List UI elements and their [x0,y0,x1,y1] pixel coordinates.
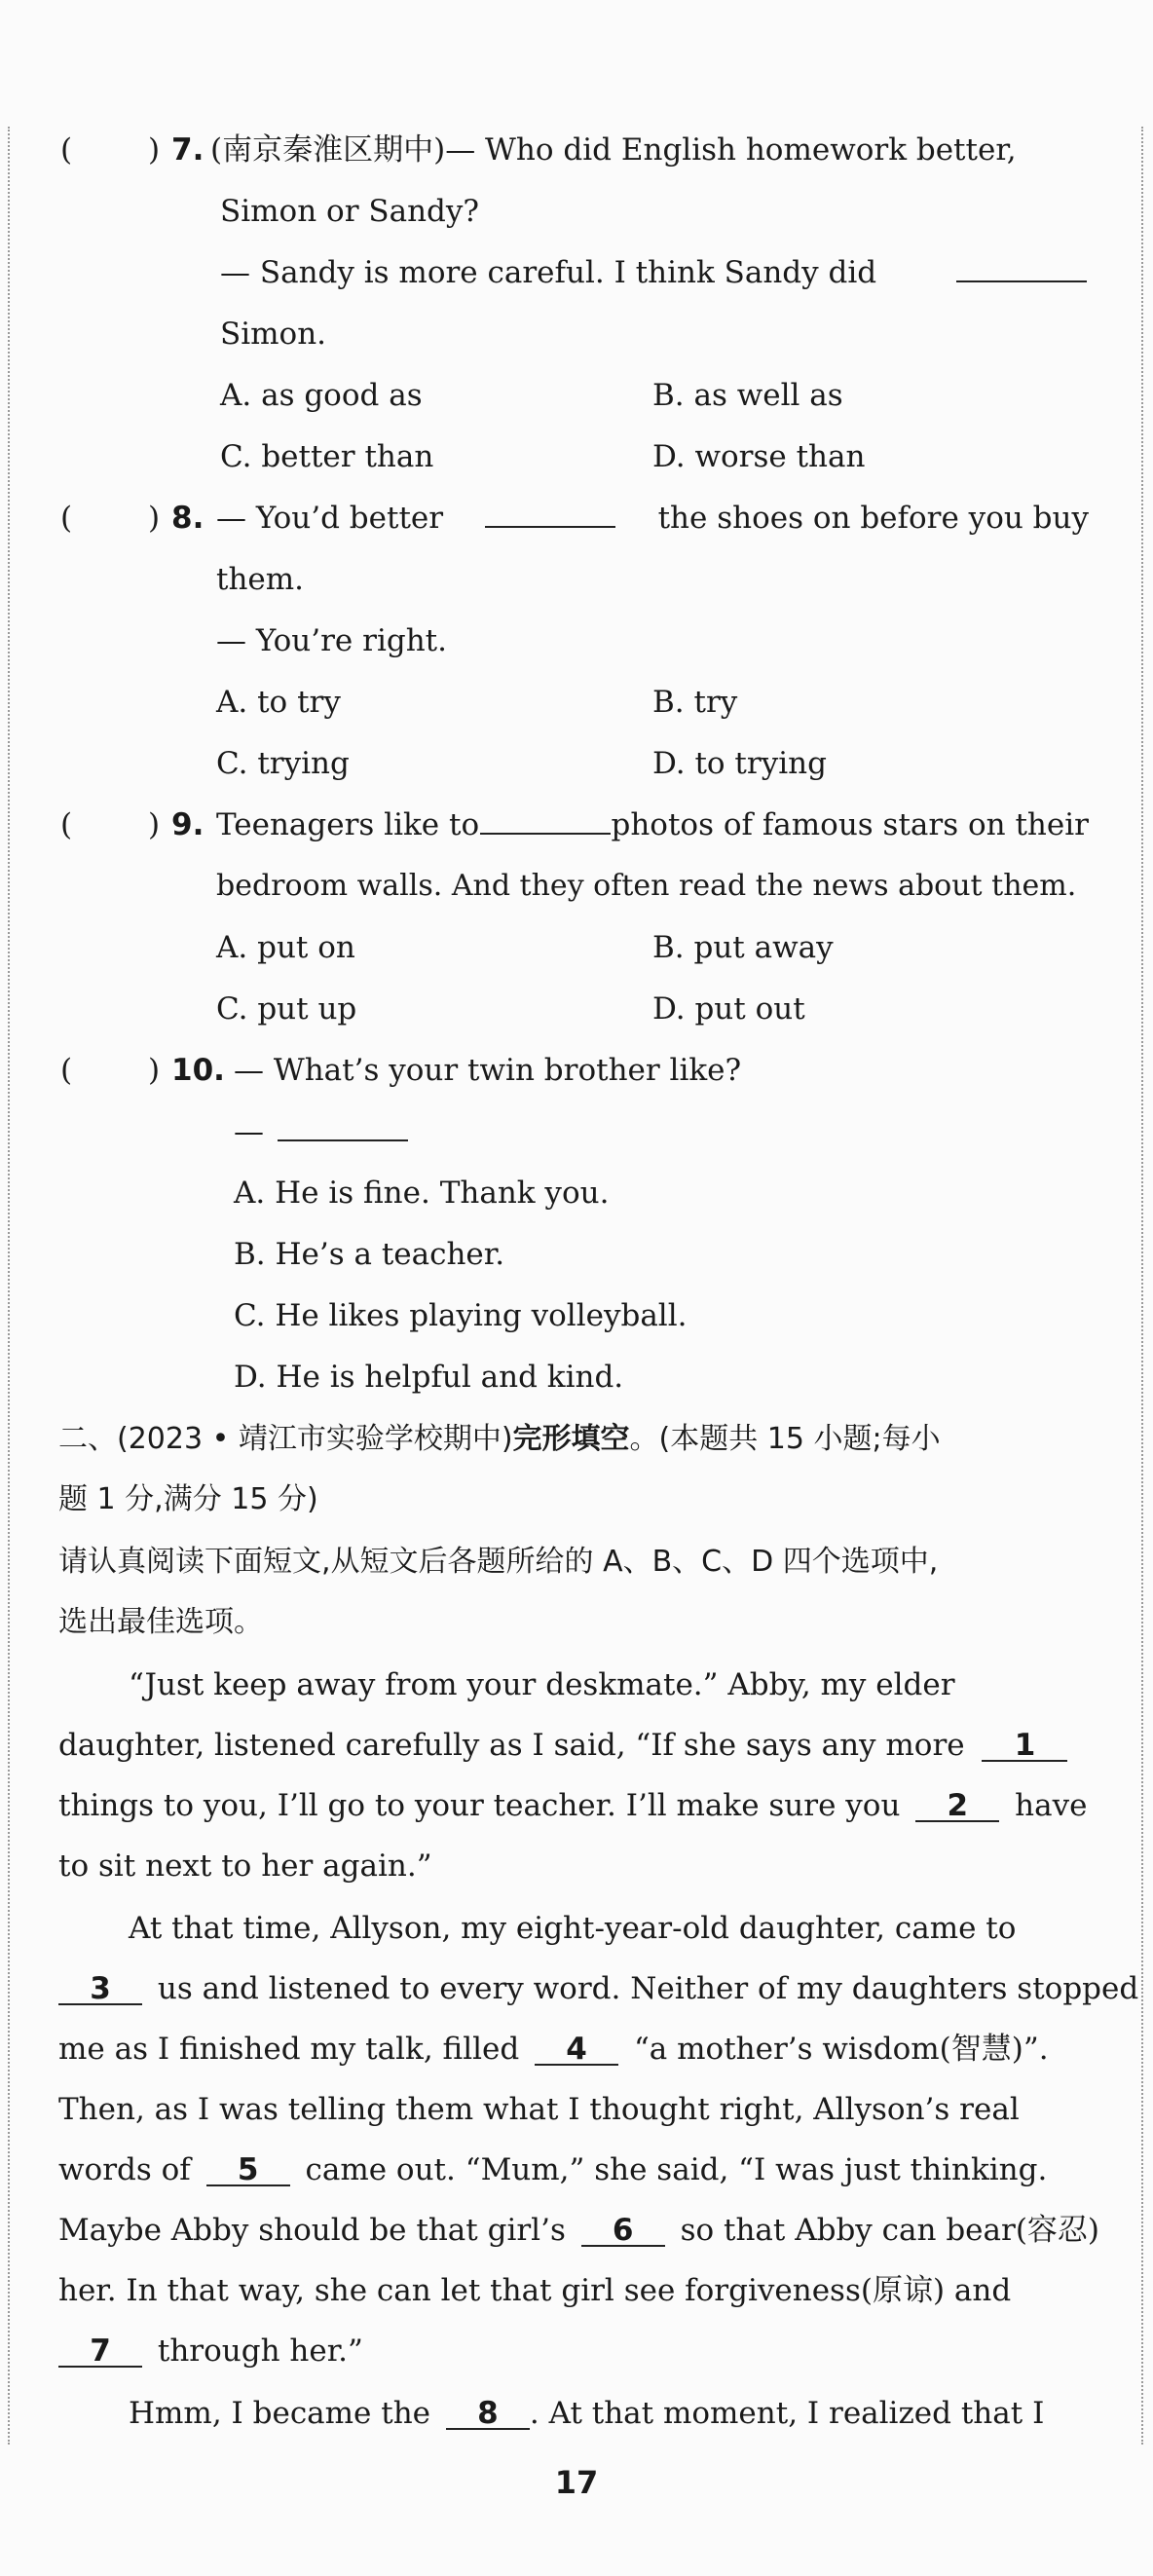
passage-text: through her.” [157,2333,363,2369]
question-text-part: the shoes on before you buy [657,501,1089,536]
section-title-line: 题 1 分,满分 15 分) [58,1482,318,1516]
passage-text: “a mother’s wisdom(智慧)”. [633,2032,1049,2067]
question-number: 10. [171,1053,225,1088]
option-c: C. better than [220,439,434,474]
option-d: D. to trying [652,746,827,781]
answer-paren-open: ( [60,132,73,168]
passage-text: Hmm, I became the [129,2396,431,2431]
option-c: C. He likes playing volleyball. [234,1298,688,1333]
passage-line: to sit next to her again.” [58,1848,432,1884]
question-text [216,805,1089,844]
question-text [216,499,1089,538]
option-d: D. put out [652,991,805,1027]
passage-text: . At that moment, I realized that I [529,2396,1045,2431]
question-text: Simon or Sandy? [220,194,480,229]
answer-blank [480,805,611,835]
question-text-part: Teenagers like to [216,807,480,842]
option-a: A. put on [216,930,355,965]
option-b: B. try [652,685,738,720]
question-text: (南京秦淮区期中)— Who did English homework better, [210,132,1017,168]
question-text [220,253,1087,292]
answer-blank [485,499,615,528]
cloze-blank-1: 1 [982,1731,1067,1762]
passage-line [58,1969,1138,2008]
option-d: D. He is helpful and kind. [234,1360,624,1395]
passage-text: me as I finished my talk, filled [58,2032,520,2067]
passage-line [58,2211,1099,2250]
option-b: B. as well as [652,378,843,413]
question-text-part: — You’d better [216,501,444,536]
passage-text: words of [58,2152,191,2187]
passage-line: At that time, Allyson, my eight-year-old daughter, came to [129,1911,1017,1946]
passage-line [58,2150,1047,2189]
question-text-part: — [234,1114,264,1149]
answer-paren-close: ) [148,132,161,168]
passage-line [58,1726,1089,1765]
option-c: C. put up [216,991,357,1027]
cloze-blank-5: 5 [206,2155,290,2186]
option-a: A. He is fine. Thank you. [234,1176,610,1211]
cloze-blank-2: 2 [915,1791,999,1822]
passage-line: her. In that way, she can let that girl see forgiveness(原谅) and [58,2273,1012,2308]
passage-line [58,2332,363,2371]
answer-paren-open: ( [60,1053,73,1088]
passage-text: daughter, listened carefully as I said, “If she says any more [58,1728,965,1763]
option-a: A. as good as [220,378,423,413]
passage-line [58,1786,1087,1825]
question-text-part: — Sandy is more careful. I think Sandy did [220,255,877,290]
passage-line [129,2394,1044,2433]
passage-line [58,2030,1049,2069]
passage-line: “Just keep away from your deskmate.” Abby, my elder [129,1667,955,1702]
answer-paren-open: ( [60,501,73,536]
section-suffix: 。(本题共 15 小题;每小 [629,1422,941,1456]
answer-paren-close: ) [148,807,161,842]
instruction-text: 请认真阅读下面短文,从短文后各题所给的 A、B、C、D 四个选项中, [58,1545,939,1579]
option-b: B. put away [652,930,834,965]
section-prefix: 二、(2023 • 靖江市实验学校期中) [58,1422,513,1456]
question-text: Simon. [220,317,327,352]
answer-blank [956,253,1087,282]
question-text [234,1112,408,1151]
answer-paren-close: ) [148,501,161,536]
question-number: 7. [171,132,205,168]
cloze-blank-6: 6 [581,2216,665,2247]
question-number: 9. [171,807,205,842]
answer-paren-close: ) [148,1053,161,1088]
cloze-blank-3: 3 [58,1974,142,2005]
question-text-part: photos of famous stars on their [611,807,1089,842]
passage-text: things to you, I’ll go to your teacher. I’ll make sure you [58,1788,901,1823]
right-dotted-margin [1141,127,1143,2445]
instruction-text: 选出最佳选项。 [58,1605,263,1639]
option-d: D. worse than [652,439,866,474]
passage-line: Then, as I was telling them what I thought right, Allyson’s real [58,2092,1020,2127]
question-number: 8. [171,501,205,536]
question-text: them. [216,562,305,597]
passage-text: us and listened to every word. Neither of my daughters stopped [157,1971,1139,2006]
passage-text: have [1015,1788,1088,1823]
passage-text: so that Abby can bear(容忍) [680,2213,1100,2248]
question-text: bedroom walls. And they often read the news about them. [216,869,1077,903]
cloze-blank-7: 7 [58,2336,142,2368]
question-text: — You’re right. [216,623,447,658]
passage-text: Maybe Abby should be that girl’s [58,2213,566,2248]
answer-paren-open: ( [60,807,73,842]
option-b: B. He’s a teacher. [234,1237,505,1272]
page-number: 17 [554,2464,599,2501]
left-dotted-margin [8,127,10,2445]
question-text: — What’s your twin brother like? [234,1053,742,1088]
section-title-line [58,1420,941,1459]
option-c: C. trying [216,746,350,781]
cloze-blank-4: 4 [535,2035,618,2066]
answer-blank [278,1112,408,1141]
cloze-blank-8: 8 [446,2399,530,2430]
passage-text: came out. “Mum,” she said, “I was just thinking. [305,2152,1048,2187]
option-a: A. to try [216,685,341,720]
section-title: 完形填空 [512,1422,630,1456]
